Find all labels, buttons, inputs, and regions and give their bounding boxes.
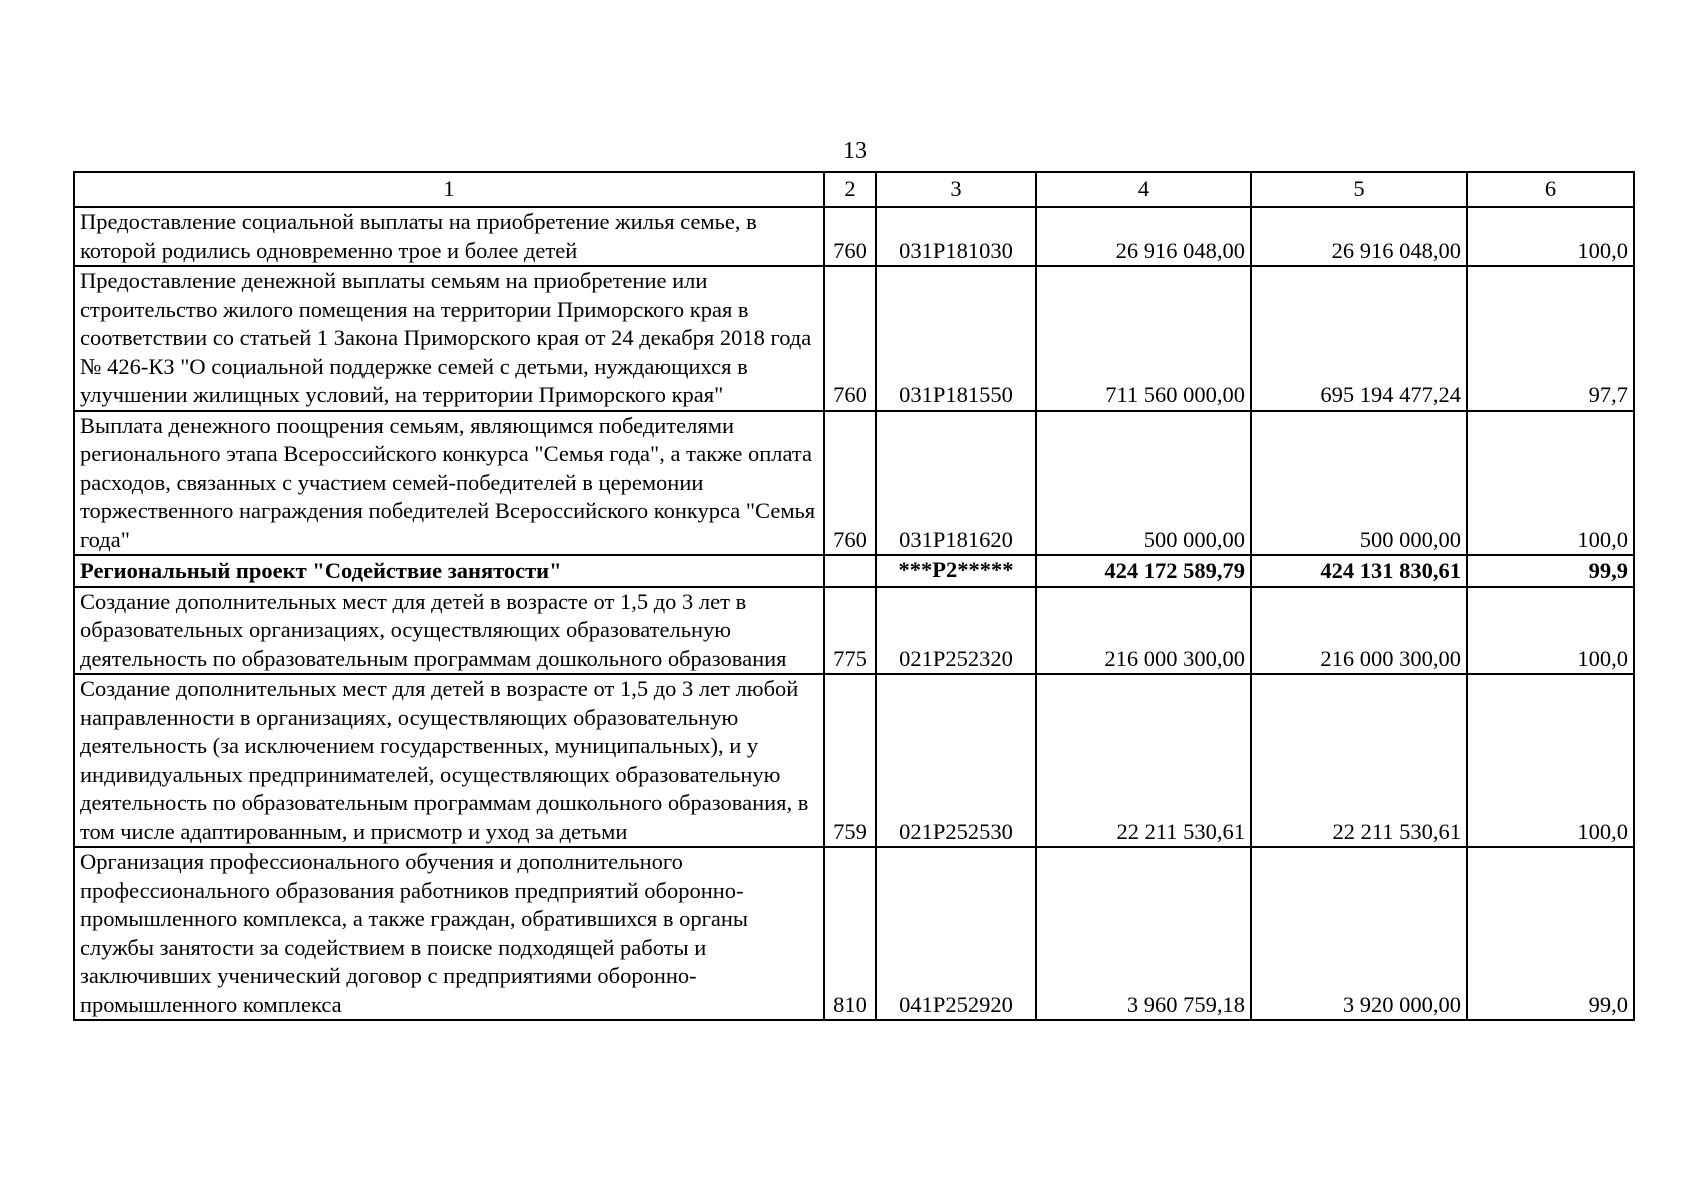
row-code-col3: 021P252320 <box>876 587 1036 675</box>
row-code-col2: 810 <box>824 847 876 1020</box>
row-value-col6: 100,0 <box>1467 587 1634 675</box>
row-value-col4: 711 560 000,00 <box>1036 266 1251 411</box>
row-code-col3: 041P252920 <box>876 847 1036 1020</box>
row-code-col3: 021P252530 <box>876 674 1036 847</box>
row-value-col5: 3 920 000,00 <box>1251 847 1467 1020</box>
row-value-col4: 424 172 589,79 <box>1036 555 1251 587</box>
row-value-col4: 26 916 048,00 <box>1036 207 1251 266</box>
column-header-2: 2 <box>824 172 876 207</box>
column-header-1: 1 <box>74 172 824 207</box>
row-value-col4: 3 960 759,18 <box>1036 847 1251 1020</box>
row-code-col2: 760 <box>824 207 876 266</box>
table-row <box>74 674 1634 847</box>
column-header-4: 4 <box>1036 172 1251 207</box>
table-row <box>74 587 1634 675</box>
table-row-section-total <box>74 555 1634 587</box>
row-code-col2: 760 <box>824 411 876 556</box>
row-name: Выплата денежного поощрения семьям, являющимся победителями регионального этапа Всероссийского конкурса "Семья года", а также оплата расходов, связанных с участием семей-победителей в церемонии торжественного награждения победителей Всероссийского конкурса "Семья года" <box>74 411 824 556</box>
row-code-col3: ***P2***** <box>876 555 1036 587</box>
row-value-col6: 99,9 <box>1467 555 1634 587</box>
row-value-col5: 26 916 048,00 <box>1251 207 1467 266</box>
row-code-col2: 775 <box>824 587 876 675</box>
table-row <box>74 847 1634 1020</box>
row-name: Создание дополнительных мест для детей в возрасте от 1,5 до 3 лет любой направленности в организациях, осуществляющих образовательную деятельность (за исключением государственных, муниципальных), и у индивидуальных предпринимателей, осуществляющих образовательную деятельность по образовательным программам дошкольного образования, в том числе адаптированным, и присмотр и уход за детьми <box>74 674 824 847</box>
row-value-col6: 100,0 <box>1467 674 1634 847</box>
header-row <box>74 172 1634 207</box>
budget-table <box>73 171 1635 1021</box>
page-number: 13 <box>843 138 867 164</box>
column-header-5: 5 <box>1251 172 1467 207</box>
row-value-col6: 100,0 <box>1467 411 1634 556</box>
column-header-3: 3 <box>876 172 1036 207</box>
row-value-col5: 216 000 300,00 <box>1251 587 1467 675</box>
row-value-col4: 22 211 530,61 <box>1036 674 1251 847</box>
row-name: Предоставление денежной выплаты семьям на приобретение или строительство жилого помещения на территории Приморского края в соответствии со статьей 1 Закона Приморского края от 24 декабря 2018 года № 426-КЗ "О социальной поддержке семей с детьми, нуждающихся в улучшении жилищных условий, на территории Приморского края" <box>74 266 824 411</box>
row-value-col4: 216 000 300,00 <box>1036 587 1251 675</box>
row-name: Предоставление социальной выплаты на приобретение жилья семье, в которой родились одновременно трое и более детей <box>74 207 824 266</box>
table-row <box>74 207 1634 266</box>
row-value-col6: 97,7 <box>1467 266 1634 411</box>
row-value-col5: 22 211 530,61 <box>1251 674 1467 847</box>
row-code-col2: 760 <box>824 266 876 411</box>
row-code-col3: 031P181030 <box>876 207 1036 266</box>
row-code-col2: 759 <box>824 674 876 847</box>
row-name: Организация профессионального обучения и дополнительного профессионального образования работников предприятий оборонно-промышленного комплекса, а также граждан, обратившихся в органы службы занятости за содействием в поиске подходящей работы и заключивших ученический договор с предприятиями оборонно-промышленного комплекса <box>74 847 824 1020</box>
row-code-col2 <box>824 555 876 587</box>
table-row <box>74 411 1634 556</box>
row-value-col5: 424 131 830,61 <box>1251 555 1467 587</box>
row-code-col3: 031P181620 <box>876 411 1036 556</box>
column-header-6: 6 <box>1467 172 1634 207</box>
row-code-col3: 031P181550 <box>876 266 1036 411</box>
table-row <box>74 266 1634 411</box>
row-value-col5: 695 194 477,24 <box>1251 266 1467 411</box>
row-value-col5: 500 000,00 <box>1251 411 1467 556</box>
row-value-col6: 99,0 <box>1467 847 1634 1020</box>
row-value-col4: 500 000,00 <box>1036 411 1251 556</box>
row-value-col6: 100,0 <box>1467 207 1634 266</box>
row-name: Региональный проект "Содействие занятости" <box>74 555 824 587</box>
row-name: Создание дополнительных мест для детей в возрасте от 1,5 до 3 лет в образовательных организациях, осуществляющих образовательную деятельность по образовательным программам дошкольного образования <box>74 587 824 675</box>
